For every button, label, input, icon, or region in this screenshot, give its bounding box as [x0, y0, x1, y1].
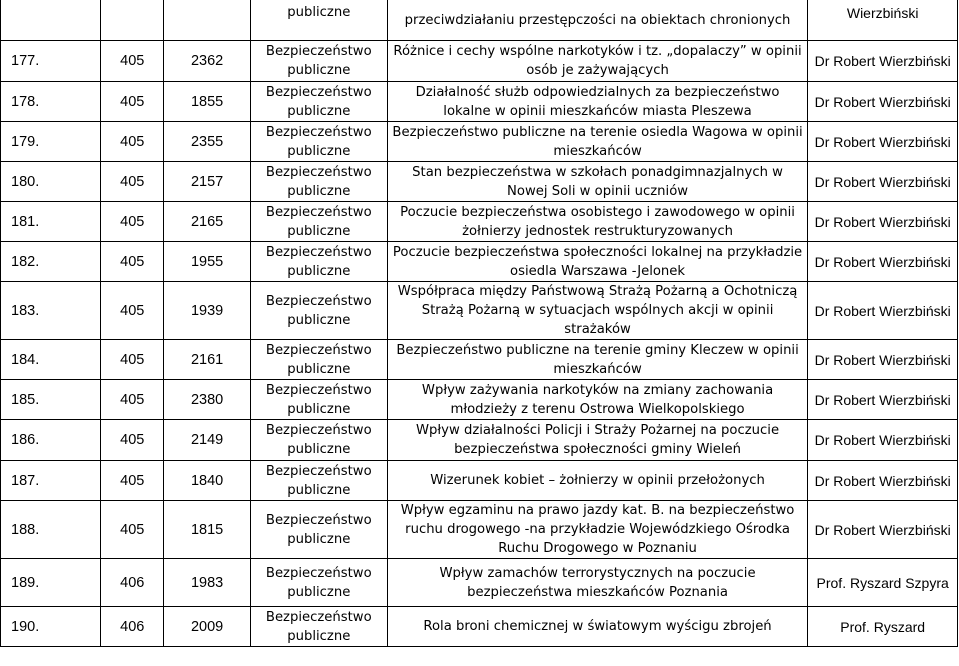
- nr-cell: 180.: [1, 162, 101, 202]
- table-row: [1, 41, 958, 82]
- table-row: [1, 607, 958, 647]
- id-cell: 1939: [164, 282, 250, 340]
- supervisor-cell: Dr Robert Wierzbiński: [808, 501, 958, 559]
- supervisor-cell: Wierzbiński: [808, 0, 958, 41]
- nr-cell: 188.: [1, 501, 101, 559]
- table-row: [1, 202, 958, 242]
- supervisor-cell: Dr Robert Wierzbiński: [808, 242, 958, 282]
- table-row: [1, 242, 958, 282]
- code-cell: 405: [101, 202, 164, 242]
- code-cell: 405: [101, 461, 164, 501]
- id-cell: 2009: [164, 607, 250, 647]
- title-cell: Różnice i cechy wspólne narkotyków i tz. „dopalaczy” w opinii osób je zażywających: [387, 41, 808, 82]
- nr-cell: 182.: [1, 242, 101, 282]
- title-cell: przeciwdziałaniu przestępczości na obiektach chronionych: [387, 0, 808, 41]
- table-row: [1, 282, 958, 340]
- table-row: [1, 0, 958, 41]
- title-cell: Bezpieczeństwo publiczne na terenie gminy Kleczew w opinii mieszkańców: [387, 340, 808, 380]
- id-cell: 2149: [164, 420, 250, 461]
- supervisor-cell: Dr Robert Wierzbiński: [808, 162, 958, 202]
- title-cell: Wpływ zażywania narkotyków na zmiany zachowania młodzieży z terenu Ostrowa Wielkopolskiego: [387, 380, 808, 420]
- code-cell: 406: [101, 607, 164, 647]
- code-cell: 405: [101, 242, 164, 282]
- supervisor-cell: Dr Robert Wierzbiński: [808, 380, 958, 420]
- nr-cell: 187.: [1, 461, 101, 501]
- code-cell: 405: [101, 380, 164, 420]
- table-row: [1, 82, 958, 122]
- supervisor-cell: Prof. Ryszard Szpyra: [808, 559, 958, 607]
- type-cell: Bezpieczeństwo publiczne: [250, 162, 387, 202]
- code-cell: 406: [101, 559, 164, 607]
- code-cell: [101, 0, 164, 41]
- id-cell: 1815: [164, 501, 250, 559]
- nr-cell: 186.: [1, 420, 101, 461]
- title-cell: Bezpieczeństwo publiczne na terenie osiedla Wagowa w opinii mieszkańców: [387, 122, 808, 162]
- id-cell: 2355: [164, 122, 250, 162]
- title-cell: Poczucie bezpieczeństwa osobistego i zawodowego w opinii żołnierzy jednostek restrukturyzowanych: [387, 202, 808, 242]
- title-cell: Wizerunek kobiet – żołnierzy w opinii przełożonych: [387, 461, 808, 501]
- code-cell: 405: [101, 162, 164, 202]
- nr-cell: 190.: [1, 607, 101, 647]
- code-cell: 405: [101, 501, 164, 559]
- nr-cell: [1, 0, 101, 41]
- table-row: [1, 559, 958, 607]
- title-cell: Działalność służb odpowiedzialnych za bezpieczeństwo lokalne w opinii mieszkańców miasta Pleszewa: [387, 82, 808, 122]
- code-cell: 405: [101, 122, 164, 162]
- id-cell: 2161: [164, 340, 250, 380]
- id-cell: 1840: [164, 461, 250, 501]
- nr-cell: 177.: [1, 41, 101, 82]
- id-cell: 1855: [164, 82, 250, 122]
- supervisor-cell: Dr Robert Wierzbiński: [808, 340, 958, 380]
- id-cell: 1955: [164, 242, 250, 282]
- title-cell: Współpraca między Państwową Strażą Pożarną a Ochotniczą Strażą Pożarną w sytuacjach wspólnych akcji w opinii strażaków: [387, 282, 808, 340]
- supervisor-cell: Dr Robert Wierzbiński: [808, 202, 958, 242]
- supervisor-cell: Dr Robert Wierzbiński: [808, 122, 958, 162]
- nr-cell: 178.: [1, 82, 101, 122]
- nr-cell: 181.: [1, 202, 101, 242]
- code-cell: 405: [101, 282, 164, 340]
- table-row: [1, 122, 958, 162]
- code-cell: 405: [101, 420, 164, 461]
- code-cell: 405: [101, 340, 164, 380]
- type-cell: Bezpieczeństwo publiczne: [250, 122, 387, 162]
- id-cell: 2157: [164, 162, 250, 202]
- table-row: [1, 380, 958, 420]
- table-row: [1, 162, 958, 202]
- table-row: [1, 501, 958, 559]
- type-cell: Bezpieczeństwo publiczne: [250, 282, 387, 340]
- supervisor-cell: Dr Robert Wierzbiński: [808, 82, 958, 122]
- type-cell: Bezpieczeństwo publiczne: [250, 202, 387, 242]
- type-cell: Bezpieczeństwo publiczne: [250, 461, 387, 501]
- id-cell: 2362: [164, 41, 250, 82]
- title-cell: Wpływ zamachów terrorystycznych na poczucie bezpieczeństwa mieszkańców Poznania: [387, 559, 808, 607]
- code-cell: 405: [101, 41, 164, 82]
- nr-cell: 184.: [1, 340, 101, 380]
- nr-cell: 189.: [1, 559, 101, 607]
- supervisor-cell: Dr Robert Wierzbiński: [808, 41, 958, 82]
- supervisor-cell: Dr Robert Wierzbiński: [808, 461, 958, 501]
- type-cell: Bezpieczeństwo publiczne: [250, 380, 387, 420]
- id-cell: 2380: [164, 380, 250, 420]
- supervisor-cell: Dr Robert Wierzbiński: [808, 420, 958, 461]
- type-cell: Bezpieczeństwo publiczne: [250, 559, 387, 607]
- supervisor-cell: Prof. Ryszard: [808, 607, 958, 647]
- title-cell: Rola broni chemicznej w światowym wyścigu zbrojeń: [387, 607, 808, 647]
- type-cell: Bezpieczeństwo publiczne: [250, 340, 387, 380]
- table-row: [1, 340, 958, 380]
- code-cell: 405: [101, 82, 164, 122]
- type-cell: Bezpieczeństwo publiczne: [250, 420, 387, 461]
- supervisor-cell: Dr Robert Wierzbiński: [808, 282, 958, 340]
- table-row: [1, 461, 958, 501]
- type-cell: publiczne: [250, 0, 387, 41]
- type-cell: Bezpieczeństwo publiczne: [250, 501, 387, 559]
- type-cell: Bezpieczeństwo publiczne: [250, 242, 387, 282]
- nr-cell: 185.: [1, 380, 101, 420]
- nr-cell: 179.: [1, 122, 101, 162]
- title-cell: Wpływ działalności Policji i Straży Pożarnej na poczucie bezpieczeństwa społeczności gminy Wieleń: [387, 420, 808, 461]
- title-cell: Stan bezpieczeństwa w szkołach ponadgimnazjalnych w Nowej Soli w opinii uczniów: [387, 162, 808, 202]
- id-cell: 2165: [164, 202, 250, 242]
- type-cell: Bezpieczeństwo publiczne: [250, 607, 387, 647]
- nr-cell: 183.: [1, 282, 101, 340]
- type-cell: Bezpieczeństwo publiczne: [250, 41, 387, 82]
- id-cell: 1983: [164, 559, 250, 607]
- title-cell: Poczucie bezpieczeństwa społeczności lokalnej na przykładzie osiedla Warszawa -Jelonek: [387, 242, 808, 282]
- title-cell: Wpływ egzaminu na prawo jazdy kat. B. na bezpieczeństwo ruchu drogowego -na przykładzie Wojewódzkiego Ośrodka Ruchu Drogowego w Poznaniu: [387, 501, 808, 559]
- table-row: [1, 420, 958, 461]
- type-cell: Bezpieczeństwo publiczne: [250, 82, 387, 122]
- id-cell: [164, 0, 250, 41]
